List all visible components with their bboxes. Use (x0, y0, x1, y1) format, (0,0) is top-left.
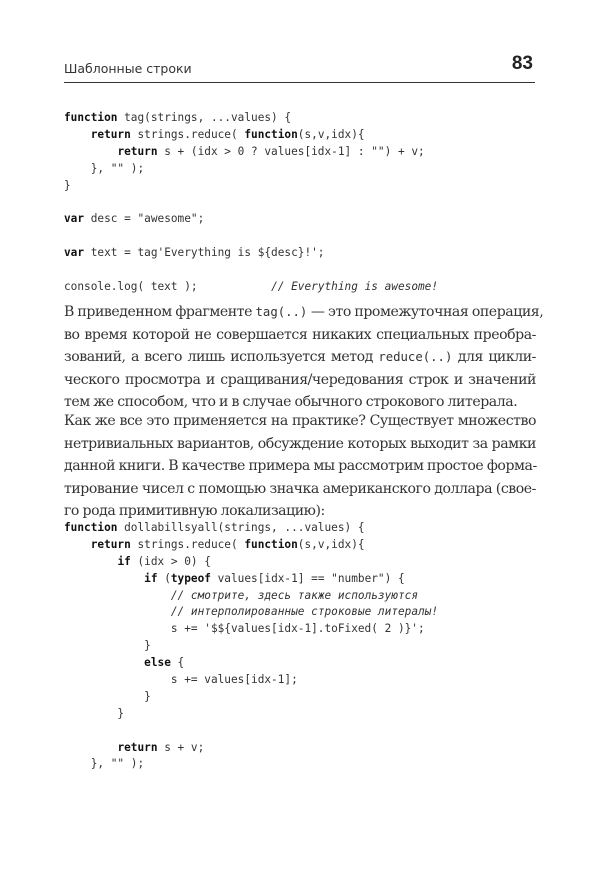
code-text: (s,v,idx){ (297, 537, 365, 551)
body-text: В приведенном фрагменте (64, 304, 256, 320)
code-keyword: return (90, 537, 131, 551)
code-text (64, 741, 117, 754)
body-text: зований, а всего лишь используется метод (64, 349, 379, 366)
body-text: нетривиальных вариантов, обсуждение которых выходит за рамки (64, 435, 536, 452)
code-line (64, 571, 438, 588)
code-text (64, 605, 171, 618)
code-line (64, 706, 438, 723)
code-line (64, 756, 438, 773)
code-keyword: if (144, 571, 158, 585)
code-line (64, 655, 438, 672)
code-text (64, 145, 117, 158)
body-text: данной книги. В качестве примера мы рассмотрим простое форма- (64, 458, 537, 475)
paragraph-tag-explanation (64, 301, 544, 414)
code-text: strings.reduce( (130, 127, 245, 141)
code-line (64, 110, 438, 127)
body-text: во время которой не совершается никаких специальных преобра- (64, 326, 536, 343)
code-line (64, 127, 438, 144)
code-block-dollabillsyall (64, 520, 438, 773)
code-text: s += '$${values[idx-1].toFixed( 2 )}'; (64, 622, 425, 636)
code-text: }, "" ); (64, 161, 145, 175)
code-text: s + v; (157, 740, 205, 754)
code-line (64, 262, 438, 279)
code-line (64, 144, 438, 161)
code-keyword: function (64, 111, 118, 124)
code-line (64, 621, 438, 638)
code-text: text = tag'Everything is ${desc}!'; (84, 246, 325, 260)
code-keyword: function (244, 127, 298, 141)
code-line (64, 588, 438, 605)
code-text: (idx > 0) { (130, 554, 211, 568)
code-text: console.log( text ); (64, 279, 272, 293)
code-text: s += values[idx-1]; (64, 673, 298, 687)
code-text: } (64, 706, 125, 720)
body-text: го рода примитивную локализацию): (64, 503, 325, 520)
code-keyword: function (64, 521, 118, 534)
code-text: desc = "awesome"; (84, 212, 205, 226)
code-line (64, 672, 438, 689)
code-text (64, 128, 91, 141)
code-text (64, 589, 171, 602)
code-line (64, 178, 438, 195)
code-text: } (64, 639, 151, 653)
code-line (64, 740, 438, 757)
code-text: values[idx-1] == "number") { (210, 571, 405, 585)
code-text (64, 572, 144, 585)
code-text: (s,v,idx){ (297, 127, 365, 141)
code-comment: // интерполированные строковые литералы! (170, 605, 439, 619)
inline-code: reduce(..) (378, 350, 453, 365)
running-header (64, 52, 535, 83)
section-title: Шаблонные строки (64, 61, 192, 76)
code-line (64, 228, 438, 245)
code-line (64, 604, 438, 621)
code-line (64, 689, 438, 706)
code-line (64, 520, 438, 537)
code-text: dollabillsyall(strings, ...values) { (117, 521, 365, 534)
code-text: { (170, 656, 185, 670)
body-text: — это промежуточная операция, (307, 304, 544, 320)
code-line (64, 638, 438, 655)
code-line (64, 537, 438, 554)
body-text: тирование чисел с помощью значка американского доллара (свое- (64, 480, 536, 497)
text-line (64, 478, 536, 501)
code-keyword: if (117, 554, 131, 568)
code-keyword: return (117, 740, 158, 754)
body-text: ческого просмотра и сращивания/чередования строк и значений (64, 371, 536, 388)
body-text: тем же способом, что и в случае обычного строкового литерала. (64, 394, 518, 411)
code-text (64, 538, 91, 551)
inline-code: tag(..) (255, 305, 308, 319)
text-line (64, 346, 536, 369)
code-block-tag-function (64, 110, 438, 296)
code-line (64, 194, 438, 211)
page-number: 83 (511, 53, 533, 74)
code-keyword: return (117, 144, 158, 158)
code-keyword: else (144, 656, 171, 670)
code-text (64, 555, 117, 568)
code-comment: // Everything is awesome! (271, 279, 439, 293)
code-text: tag(strings, ...values) { (117, 111, 292, 124)
code-line (64, 161, 438, 178)
code-keyword: function (244, 537, 298, 551)
text-line (64, 369, 536, 392)
code-line (64, 723, 438, 740)
code-line (64, 279, 438, 296)
body-text: для цикли- (452, 349, 536, 366)
text-line (64, 433, 536, 456)
code-text: }, "" ); (64, 757, 145, 771)
code-text: strings.reduce( (130, 537, 245, 551)
code-text: } (64, 178, 71, 192)
code-text (64, 656, 144, 669)
text-line (64, 410, 536, 433)
code-text: } (64, 689, 151, 703)
text-line (64, 301, 544, 324)
code-keyword: var (64, 246, 85, 260)
code-text: s + (idx > 0 ? values[idx-1] : "") + v; (157, 144, 425, 158)
code-comment: // смотрите, здесь также используются (170, 588, 418, 602)
text-line (64, 324, 536, 347)
code-text: ( (157, 571, 171, 585)
paragraph-practical-usage (64, 410, 536, 523)
code-line (64, 245, 438, 262)
body-text: Как же все это применяется на практике? Существует множество (64, 413, 536, 429)
code-line (64, 211, 438, 228)
text-line (64, 455, 536, 478)
code-keyword: var (64, 212, 85, 226)
code-keyword: return (90, 127, 131, 141)
code-line (64, 554, 438, 571)
code-keyword: typeof (170, 571, 211, 585)
